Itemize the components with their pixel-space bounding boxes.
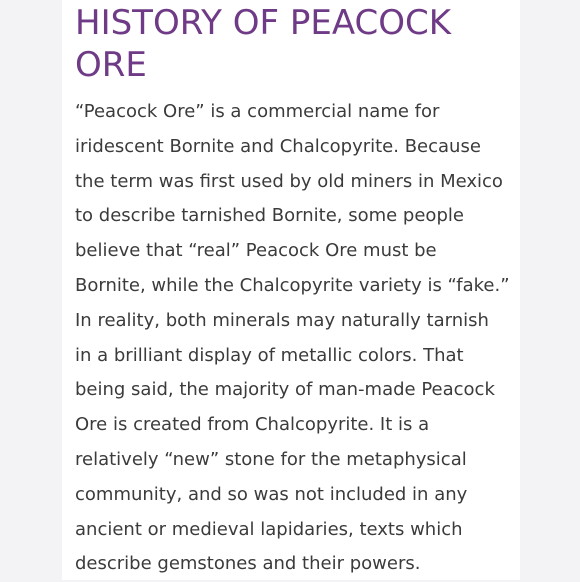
paragraph-line: Bornite, while the Chalcopyrite variety is “fake.” (75, 274, 510, 296)
paragraph-line: iridescent Bornite and Chalcopyrite. Because (75, 135, 481, 157)
paragraph-line: believe that “real” Peacock Ore must be (75, 240, 437, 262)
article-title (75, 2, 515, 86)
paragraph-line: ancient or medieval lapidaries, texts which (75, 518, 463, 540)
paragraph-line: Ore is created from Chalcopyrite. It is a (75, 414, 430, 436)
paragraph-line: “Peacock Ore” is a commercial name for (75, 101, 440, 122)
article-title-line-1: HISTORY OF PEACOCK (75, 3, 452, 43)
article-paragraph (75, 95, 517, 582)
article-title-line-2: ORE (75, 45, 147, 85)
paragraph-line: describe gemstones and their powers. (75, 553, 421, 575)
paragraph-line: the term was first used by old miners in Mexico (75, 170, 503, 192)
paragraph-line: relatively “new” stone for the metaphysical (75, 448, 467, 470)
paragraph-line: In reality, both minerals may naturally tarnish (75, 309, 489, 331)
paragraph-line: to describe tarnished Bornite, some people (75, 205, 464, 227)
paragraph-line: in a brilliant display of metallic colors. That (75, 344, 464, 366)
paragraph-line: community, and so was not included in any (75, 483, 468, 505)
paragraph-line: being said, the majority of man-made Peacock (75, 379, 495, 401)
